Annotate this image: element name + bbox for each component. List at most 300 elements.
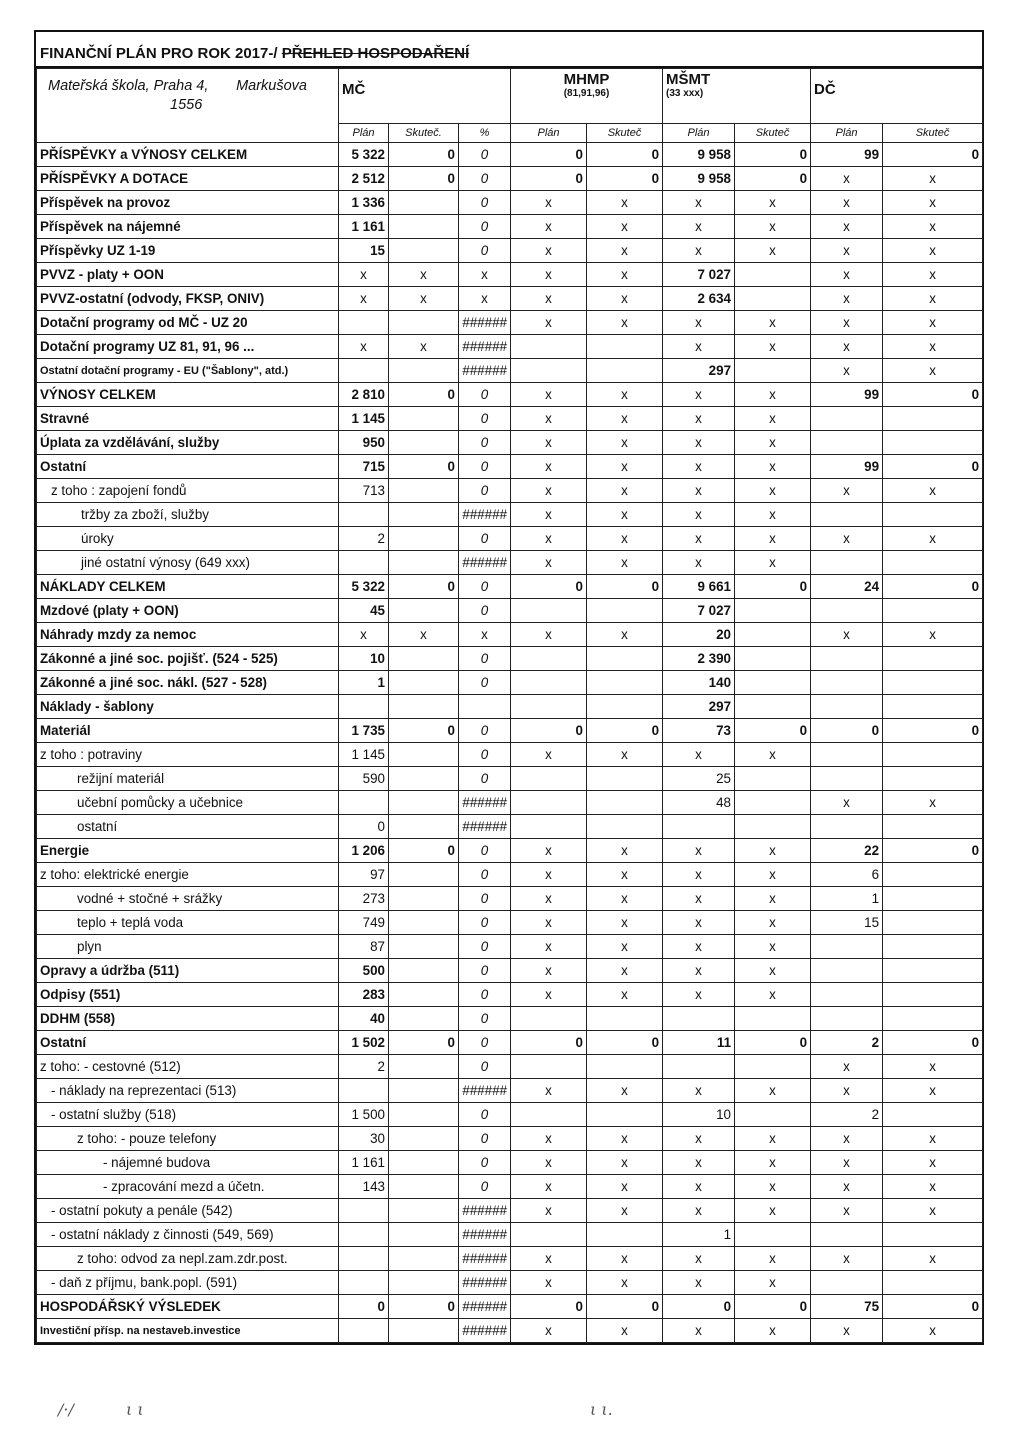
value-cell [389,791,459,815]
value-cell [389,887,459,911]
value-cell: x [811,359,883,383]
table-row [37,863,983,887]
value-cell: x [511,1175,587,1199]
value-cell: 22 [811,839,883,863]
row-label: Dotační programy UZ 81, 91, 96 ... [37,335,339,359]
value-cell [883,407,983,431]
table-row [37,263,983,287]
subcol-header: Skuteč. [389,124,459,143]
value-cell: x [587,263,663,287]
row-label: z toho : potraviny [37,743,339,767]
value-cell: x [511,839,587,863]
table-row [37,1055,983,1079]
value-cell [389,239,459,263]
value-cell: 1 [339,671,389,695]
value-cell [511,671,587,695]
table-row [37,1247,983,1271]
value-cell: x [811,215,883,239]
row-label: plyn [37,935,339,959]
value-cell: x [663,479,735,503]
value-cell [811,1007,883,1031]
row-label: tržby za zboží, služby [37,503,339,527]
table-row [37,383,983,407]
value-cell: 0 [883,455,983,479]
row-label: PVVZ - platy + OON [37,263,339,287]
value-cell: ###### [459,503,511,527]
value-cell [663,815,735,839]
value-cell [511,767,587,791]
value-cell: x [735,455,811,479]
value-cell: 273 [339,887,389,911]
value-cell [389,767,459,791]
value-cell: x [735,1127,811,1151]
table-row [37,719,983,743]
row-label: PŘÍSPĚVKY A DOTACE [37,167,339,191]
value-cell: x [663,911,735,935]
value-cell: x [811,1079,883,1103]
value-cell: x [389,623,459,647]
value-cell [389,527,459,551]
row-label: - náklady na reprezentaci (513) [37,1079,339,1103]
value-cell: 0 [735,1031,811,1055]
value-cell [811,743,883,767]
value-cell [811,407,883,431]
title-main: FINANČNÍ PLÁN PRO ROK 2017-/ [40,45,278,62]
value-cell: x [389,335,459,359]
value-cell: 0 [459,1175,511,1199]
value-cell: x [587,1175,663,1199]
value-cell: x [883,623,983,647]
table-row [37,1127,983,1151]
value-cell: x [511,455,587,479]
row-label: teplo + teplá voda [37,911,339,935]
school-name: Mateřská škola, Praha 4, [48,78,209,94]
value-cell: x [663,983,735,1007]
value-cell: x [735,503,811,527]
row-label: režijní materiál [37,767,339,791]
value-cell [389,911,459,935]
value-cell: 0 [389,575,459,599]
value-cell: x [663,455,735,479]
value-cell: ###### [459,1319,511,1343]
value-cell: 1 [663,1223,735,1247]
value-cell: 749 [339,911,389,935]
value-cell: x [883,479,983,503]
value-cell: 99 [811,455,883,479]
value-cell: 20 [663,623,735,647]
value-cell: x [811,239,883,263]
value-cell: x [389,287,459,311]
value-cell: 2 [339,527,389,551]
value-cell [663,1007,735,1031]
value-cell: 0 [389,1031,459,1055]
value-cell [339,1271,389,1295]
value-cell [511,359,587,383]
row-label: Úplata za vzdělávání, služby [37,431,339,455]
value-cell: 0 [459,1055,511,1079]
value-cell: 1 [811,887,883,911]
value-cell [883,863,983,887]
value-cell: x [883,527,983,551]
handwritten-mark-3: ι ι. [590,1400,613,1419]
table-row [37,575,983,599]
table-row [37,959,983,983]
row-label: z toho: elektrické energie [37,863,339,887]
value-cell: 0 [735,575,811,599]
table-row [37,815,983,839]
value-cell: ###### [459,1295,511,1319]
value-cell [389,215,459,239]
value-cell: x [883,335,983,359]
table-row [37,599,983,623]
value-cell [811,503,883,527]
value-cell: 140 [663,671,735,695]
value-cell [883,887,983,911]
value-cell: x [735,983,811,1007]
value-cell: x [735,215,811,239]
value-cell [735,1007,811,1031]
value-cell: 0 [339,815,389,839]
value-cell: x [735,551,811,575]
org-sub-mhmp: (81,91,96) [563,88,610,99]
value-cell [389,359,459,383]
value-cell: 0 [459,455,511,479]
value-cell: 0 [459,863,511,887]
value-cell: x [663,935,735,959]
value-cell: 0 [511,143,587,167]
value-cell: 1 145 [339,407,389,431]
value-cell: x [883,359,983,383]
value-cell [735,647,811,671]
table-row [37,1031,983,1055]
table-row [37,935,983,959]
value-cell: x [511,743,587,767]
value-cell [511,599,587,623]
value-cell: 0 [735,719,811,743]
value-cell [587,1055,663,1079]
value-cell: x [459,263,511,287]
value-cell: x [735,479,811,503]
row-label: - ostatní pokuty a penále (542) [37,1199,339,1223]
handwritten-mark-1: /·/ [58,1400,74,1419]
row-label: - ostatní služby (518) [37,1103,339,1127]
row-label: - daň z příjmu, bank.popl. (591) [37,1271,339,1295]
value-cell [511,1223,587,1247]
school-header-cell [37,69,339,143]
value-cell: x [663,527,735,551]
value-cell: x [811,191,883,215]
value-cell [389,1079,459,1103]
table-row [37,839,983,863]
value-cell [811,935,883,959]
value-cell: 0 [511,167,587,191]
value-cell: x [663,383,735,407]
value-cell: 0 [459,215,511,239]
value-cell: 11 [663,1031,735,1055]
value-cell: ###### [459,1223,511,1247]
value-cell: 9 958 [663,167,735,191]
table-row [37,431,983,455]
value-cell: 0 [459,407,511,431]
value-cell: 0 [459,1031,511,1055]
value-cell: x [511,935,587,959]
value-cell: x [735,1175,811,1199]
value-cell: 1 161 [339,1151,389,1175]
value-cell: 297 [663,695,735,719]
value-cell [389,1103,459,1127]
row-label: NÁKLADY CELKEM [37,575,339,599]
value-cell: x [339,263,389,287]
value-cell [389,407,459,431]
table-row [37,887,983,911]
value-cell: 0 [459,647,511,671]
value-cell [735,1223,811,1247]
value-cell: x [511,623,587,647]
value-cell: x [735,191,811,215]
value-cell [459,695,511,719]
value-cell: x [389,263,459,287]
value-cell: 0 [389,1295,459,1319]
table-row [37,287,983,311]
value-cell: 9 958 [663,143,735,167]
title-bar [36,32,982,68]
value-cell [389,695,459,719]
value-cell: x [511,311,587,335]
value-cell: 0 [587,575,663,599]
value-cell: x [883,191,983,215]
value-cell: x [587,1127,663,1151]
value-cell: 87 [339,935,389,959]
value-cell: 2 [811,1103,883,1127]
value-cell: x [735,1271,811,1295]
value-cell: x [811,1247,883,1271]
value-cell: 0 [811,719,883,743]
value-cell: 2 634 [663,287,735,311]
value-cell: 99 [811,143,883,167]
value-cell: x [811,167,883,191]
header-row-orgs [37,69,983,124]
value-cell: x [587,431,663,455]
value-cell: 0 [459,239,511,263]
value-cell: x [511,1079,587,1103]
value-cell [811,695,883,719]
value-cell: 950 [339,431,389,455]
value-cell: 1 735 [339,719,389,743]
value-cell: 0 [587,167,663,191]
row-label: ostatní [37,815,339,839]
row-label: Opravy a údržba (511) [37,959,339,983]
value-cell [735,671,811,695]
value-cell: 0 [459,143,511,167]
value-cell: 0 [883,1295,983,1319]
value-cell: 45 [339,599,389,623]
row-label: Příspěvky UZ 1-19 [37,239,339,263]
value-cell: x [587,479,663,503]
table-row [37,191,983,215]
value-cell: x [511,527,587,551]
value-cell [339,1199,389,1223]
value-cell [389,1199,459,1223]
value-cell [735,599,811,623]
value-cell [735,695,811,719]
value-cell: 7 027 [663,263,735,287]
value-cell: 1 145 [339,743,389,767]
value-cell: x [587,1199,663,1223]
value-cell: x [883,311,983,335]
row-label: Ostatní dotační programy - EU ("Šablony", atd.) [37,359,339,383]
value-cell: x [811,623,883,647]
value-cell [811,647,883,671]
value-cell: 5 322 [339,575,389,599]
table-row [37,647,983,671]
handwritten-marks [0,1400,1024,1440]
value-cell: x [587,239,663,263]
page-title [36,45,469,66]
value-cell [339,695,389,719]
row-label: Náhrady mzdy za nemoc [37,623,339,647]
value-cell [389,1127,459,1151]
table-row [37,215,983,239]
value-cell: x [883,1079,983,1103]
row-label: učební pomůcky a učebnice [37,791,339,815]
value-cell: 24 [811,575,883,599]
value-cell [883,1271,983,1295]
row-label: Odpisy (551) [37,983,339,1007]
table-row [37,479,983,503]
value-cell [735,1055,811,1079]
table-row [37,1319,983,1343]
value-cell: x [735,1247,811,1271]
value-cell: x [587,887,663,911]
value-cell: x [663,1199,735,1223]
value-cell [389,1271,459,1295]
value-cell [811,983,883,1007]
value-cell [735,623,811,647]
value-cell [389,1151,459,1175]
value-cell: 2 390 [663,647,735,671]
value-cell [883,815,983,839]
value-cell: x [587,383,663,407]
title-struck: PŘEHLED HOSPODAŘENÍ [281,45,470,62]
value-cell: 0 [459,191,511,215]
table-row [37,1151,983,1175]
subcol-header: Plán [339,124,389,143]
value-cell: 0 [389,143,459,167]
value-cell: 0 [587,1295,663,1319]
org-header-dc: DČ [811,69,983,124]
table-row [37,623,983,647]
table-row [37,335,983,359]
value-cell: x [735,743,811,767]
row-label: Zákonné a jiné soc. pojišť. (524 - 525) [37,647,339,671]
value-cell: ###### [459,359,511,383]
value-cell [389,599,459,623]
value-cell [735,767,811,791]
value-cell: x [663,431,735,455]
row-label: úroky [37,527,339,551]
value-cell: x [511,383,587,407]
value-cell: x [511,191,587,215]
row-label: HOSPODÁŘSKÝ VÝSLEDEK [37,1295,339,1319]
value-cell [511,1103,587,1127]
row-label: Materiál [37,719,339,743]
value-cell: x [811,1319,883,1343]
subcol-header: Skuteč [587,124,663,143]
row-label: Investiční přísp. na nestaveb.investice [37,1319,339,1343]
value-cell: x [511,407,587,431]
table-row [37,503,983,527]
value-cell: x [811,335,883,359]
org-header-mhmp: MHMP (81,91,96) [511,69,663,124]
value-cell: x [735,383,811,407]
value-cell: x [811,479,883,503]
value-cell: x [587,839,663,863]
value-cell: 0 [459,839,511,863]
value-cell [339,1079,389,1103]
value-cell [389,1247,459,1271]
value-cell: x [735,863,811,887]
value-cell [389,743,459,767]
value-cell: 0 [459,1007,511,1031]
value-cell: x [663,191,735,215]
value-cell [389,815,459,839]
value-cell: ###### [459,335,511,359]
value-cell: x [459,287,511,311]
value-cell [389,479,459,503]
subcol-header: % [459,124,511,143]
value-cell: x [511,479,587,503]
value-cell [883,695,983,719]
value-cell [587,599,663,623]
value-cell: x [883,1127,983,1151]
value-cell: 0 [459,767,511,791]
row-label: PVVZ-ostatní (odvody, FKSP, ONIV) [37,287,339,311]
value-cell: x [587,983,663,1007]
value-cell [587,359,663,383]
value-cell: x [663,1271,735,1295]
table-row [37,671,983,695]
value-cell: 15 [811,911,883,935]
value-cell [587,647,663,671]
value-cell: x [663,1175,735,1199]
value-cell: x [587,911,663,935]
table-row [37,1199,983,1223]
table-row [37,311,983,335]
value-cell: x [663,215,735,239]
value-cell: 9 661 [663,575,735,599]
value-cell: 0 [459,575,511,599]
value-cell: x [511,983,587,1007]
value-cell: x [883,215,983,239]
value-cell: x [663,335,735,359]
value-cell: x [663,1319,735,1343]
value-cell: x [811,1175,883,1199]
value-cell: x [735,1151,811,1175]
row-label: Mzdové (platy + OON) [37,599,339,623]
value-cell: x [735,1199,811,1223]
value-cell: 10 [339,647,389,671]
value-cell: x [587,1151,663,1175]
value-cell: x [811,1127,883,1151]
value-cell [511,335,587,359]
value-cell: 0 [459,911,511,935]
value-cell: x [511,1247,587,1271]
value-cell [339,1247,389,1271]
value-cell [587,671,663,695]
value-cell [587,1223,663,1247]
value-cell: ###### [459,791,511,815]
value-cell [339,1223,389,1247]
